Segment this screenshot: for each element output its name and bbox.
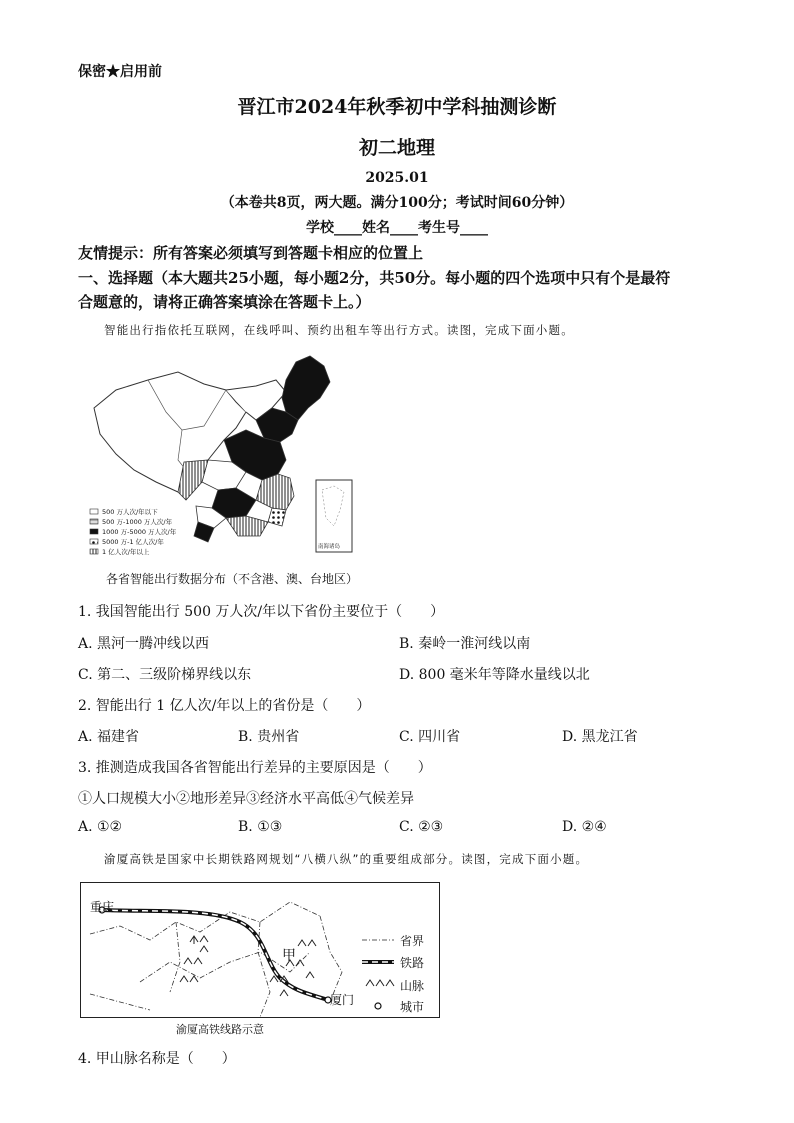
subject-title: 初二地理 [358, 137, 435, 159]
inset-label: 南海诸岛 [318, 544, 341, 550]
confidential-mark: 保密★启用前 [78, 64, 162, 80]
q2-option-b: B. 贵州省 [238, 729, 300, 745]
q3-option-b: B. ①③ [238, 819, 283, 835]
q2-option-d: D. 黑龙江省 [562, 729, 638, 745]
student-info-fields: 学校____姓名____考生号____ [306, 220, 488, 236]
railway-route-map [80, 882, 440, 1018]
section-heading-line1: 一、选择题（本大题共25小题，每小题2分，共50分。每小题的四个选项中只有个是最符 [78, 269, 671, 287]
friendly-notice: 友情提示：所有答案必须填写到答题卡相应的位置上 [78, 244, 424, 262]
section-heading-line2: 合题意的，请将正确答案填涂在答题卡上。） [78, 293, 371, 311]
q2-option-a: A. 福建省 [78, 729, 140, 745]
q3-option-c: C. ②③ [399, 819, 444, 835]
map1-legend [90, 509, 98, 554]
map2-caption: 渝厦高铁线路示意 [176, 1023, 264, 1036]
q1-option-c: C. 第二、三级阶梯界线以东 [78, 667, 252, 683]
city-label-chongqing: 重庆 [90, 900, 115, 914]
exam-date: 2025.01 [365, 170, 429, 186]
question-4-stem: 4. 甲山脉名称是（ ） [78, 1051, 236, 1067]
exam-info: （本卷共8页，两大题。满分100分；考试时间60分钟） [220, 195, 574, 211]
question-2-stem: 2. 智能出行 1 亿人次/年以上的省份是（ ） [78, 698, 371, 714]
map1-legend-labels: 500 万人次/年以下 500 万-1000 万人次/年 1000 万-5000 万人次/年 5000 万-1 亿人次/年 1 亿人次/年以上 [102, 508, 177, 556]
q2-option-c: C. 四川省 [399, 729, 461, 745]
map1-caption: 各省智能出行数据分布（不含港、澳、台地区） [106, 572, 359, 586]
legend-label-city: 城市 [400, 1000, 425, 1014]
q1-option-b: B. 秦岭一淮河线以南 [399, 636, 531, 652]
legend-label-mountain: 山脉 [400, 979, 425, 993]
exam-title: 晋江市2024年秋季初中学科抽测诊断 [237, 96, 557, 118]
q1-option-d: D. 800 毫米年等降水量线以北 [399, 667, 590, 683]
mountain-label-jia: 甲 [282, 948, 296, 964]
q3-sub-items: ①人口规模大小②地形差异③经济水平高低④气候差异 [78, 791, 414, 807]
passage-intro-2: 渝厦高铁是国家中长期铁路网规划“八横八纵”的重要组成部分。读图，完成下面小题。 [104, 852, 589, 866]
question-3-stem: 3. 推测造成我国各省智能出行差异的主要原因是（ ） [78, 760, 432, 776]
q3-option-d: D. ②④ [562, 819, 607, 835]
q1-option-a: A. 黑河一腾冲线以西 [78, 636, 210, 652]
legend-label-province-border: 省界 [400, 934, 425, 948]
legend-label-railway: 铁路 [400, 956, 425, 970]
city-label-xiamen: 厦门 [330, 993, 355, 1007]
question-1-stem: 1. 我国智能出行 500 万人次/年以下省份主要位于（ ） [78, 604, 445, 620]
q3-option-a: A. ①② [78, 819, 123, 835]
passage-intro-1: 智能出行指依托互联网，在线呼叫、预约出租车等出行方式。读图，完成下面小题。 [104, 323, 574, 337]
